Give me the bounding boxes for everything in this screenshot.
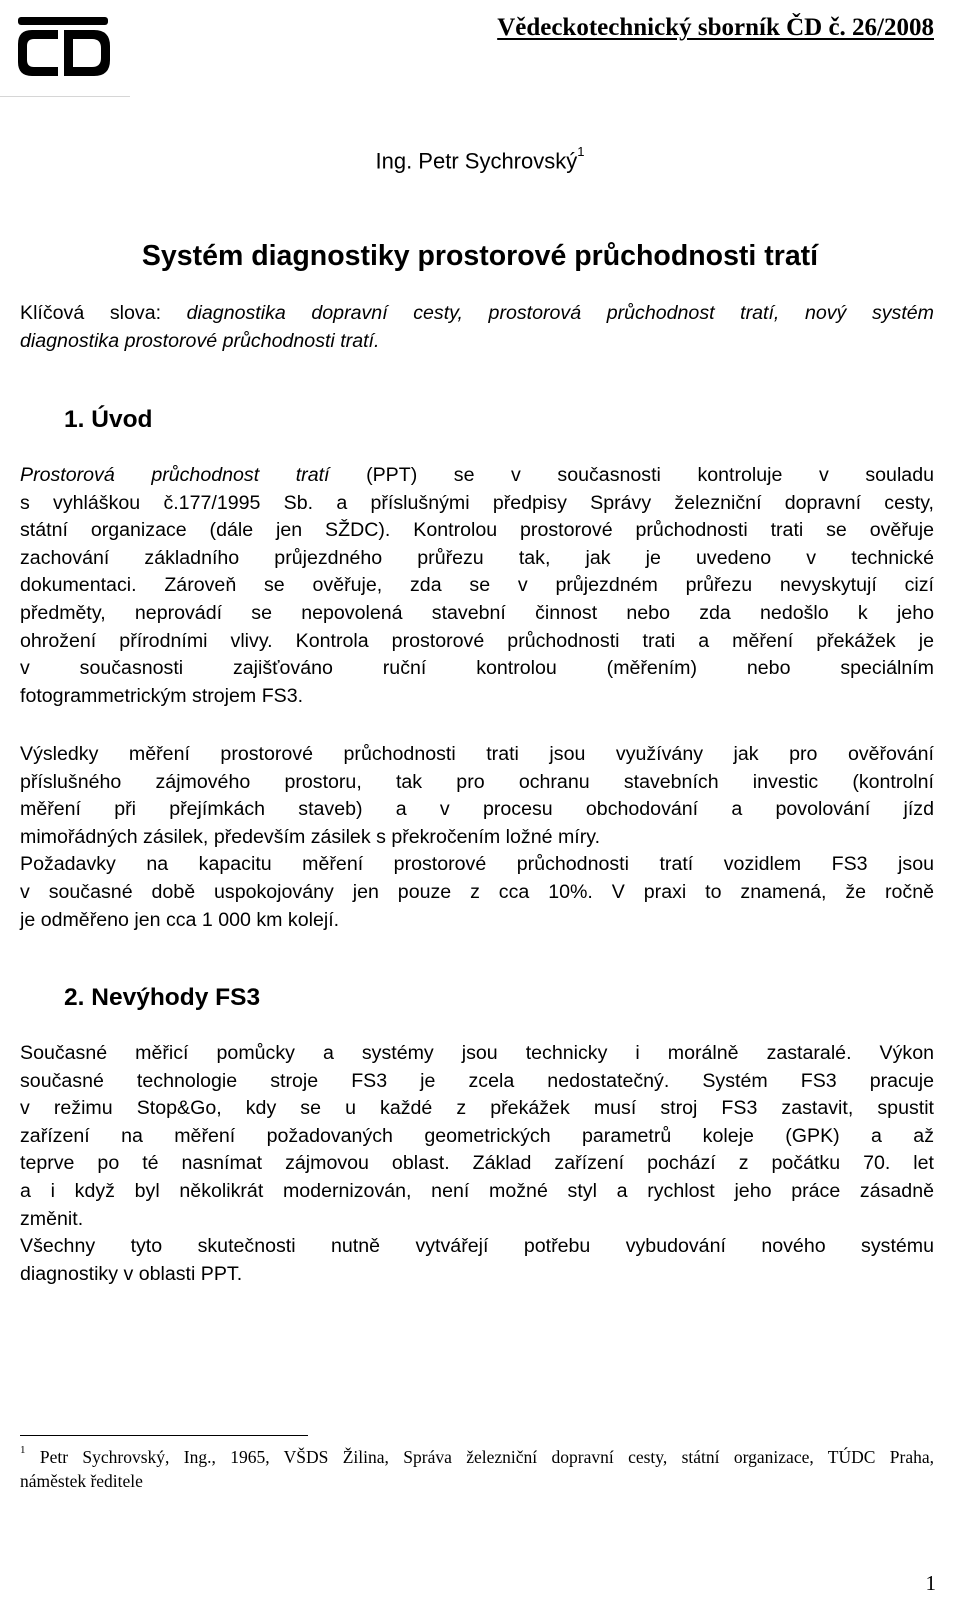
logo-divider	[0, 96, 130, 97]
cd-logo-mark	[14, 14, 114, 80]
footnote-separator	[20, 1435, 308, 1436]
keywords-label: Klíčová slova:	[20, 302, 162, 324]
section-1-heading	[64, 406, 153, 434]
footnote-text-1: Petr Sychrovský, Ing., 1965, VŠDS Žilina, Správa železniční dopravní cesty, státní organizace, TÚDC Praha,	[39, 1446, 934, 1467]
page-number: 1	[925, 1571, 936, 1595]
footnote	[20, 1441, 934, 1493]
section-2-title: Nevýhody FS3	[91, 984, 261, 1011]
author-name: Ing. Petr Sychrovský	[375, 148, 578, 174]
section-1-title: Úvod	[91, 406, 153, 433]
author-footnote-mark: 1	[577, 144, 585, 159]
footnote-mark: 1	[20, 1444, 26, 1456]
footnote-text-2: náměstek ředitele	[20, 1470, 143, 1491]
journal-title: Vědeckotechnický sborník ČD č. 26/2008	[497, 14, 934, 41]
ppt-term: Prostorová průchodnost tratí	[20, 464, 330, 486]
section-1-paragraph-2: Výsledky měření prostorové průchodnosti trati jsou využívány jak pro ověřování příslušného zájmového prostoru, tak pro ochranu stavebních investic (kontrolní měření při přejímkách staveb) a v procesu obchodování a povolování jízd mimořádných zásilek, především zásilek s překročením ložné míry. Požadavky na kapacitu měření prostorové průchodnosti tratí vozidlem FS3 jsou v současné době uspokojovány jen pouze z cca 10%. V praxi to znamená, že ročně je odměřeno jen cca 1 000 km kolejí.	[20, 743, 934, 931]
section-2-paragraph: Současné měřicí pomůcky a systémy jsou technicky i morálně zastaralé. Výkon současné technologie stroje FS3 je zcela nedostatečný. Systém FS3 pracuje v režimu Stop&Go, kdy se u každé z překážek musí stroj FS3 zastavit, spustit zařízení na měření požadovaných geometrických parametrů koleje (GPK) a až teprve po té nasnímat zájmovou oblast. Základ zařízení pochází z počátku 70. let a i když byl několikrát modernizován, není možné styl a rychlost jeho práce zásadně změnit. Všechny tyto skutečnosti nutně vytvářejí potřebu vybudování nového systému diagnostiky v oblasti PPT.	[20, 1042, 934, 1285]
section-1-number: 1.	[64, 406, 85, 433]
section-2-number: 2.	[64, 984, 85, 1011]
paper-title: Systém diagnostiky prostorové průchodnosti tratí	[141, 240, 819, 272]
keywords-text-1: diagnostika dopravní cesty, prostorová průchodnost tratí, nový systém	[186, 302, 934, 324]
keywords-line-2: diagnostika prostorové průchodnosti tratí.	[20, 329, 380, 352]
cd-logo	[14, 14, 114, 80]
keywords-line-1	[20, 300, 934, 328]
section-1-paragraph-1: Prostorová průchodnost tratí (PPT) se v současnosti kontroluje v souladu s vyhláškou č.177/1995 Sb. a příslušnými předpisy Správy železniční dopravní cesty, státní organizace (dále jen SŽDC). Kontrolou prostorové průchodnosti trati se ověřuje zachování základního průjezdného průřezu tak, jak je uvedeno v technické dokumentaci. Zároveň se ověřuje, zda se v průjezdném průřezu nevyskytují cizí předměty, neprovádí se nepovolená stavební činnost nebo zda nedošlo k jeho ohrožení přírodními vlivy. Kontrola prostorové průchodnosti trati a měření překážek je v současnosti zajišťováno ruční kontrolou (měřením) nebo speciálním fotogrammetrickým strojem FS3.	[20, 464, 934, 707]
section-2-heading	[64, 984, 260, 1012]
author-line	[0, 144, 960, 174]
keywords	[20, 300, 934, 355]
